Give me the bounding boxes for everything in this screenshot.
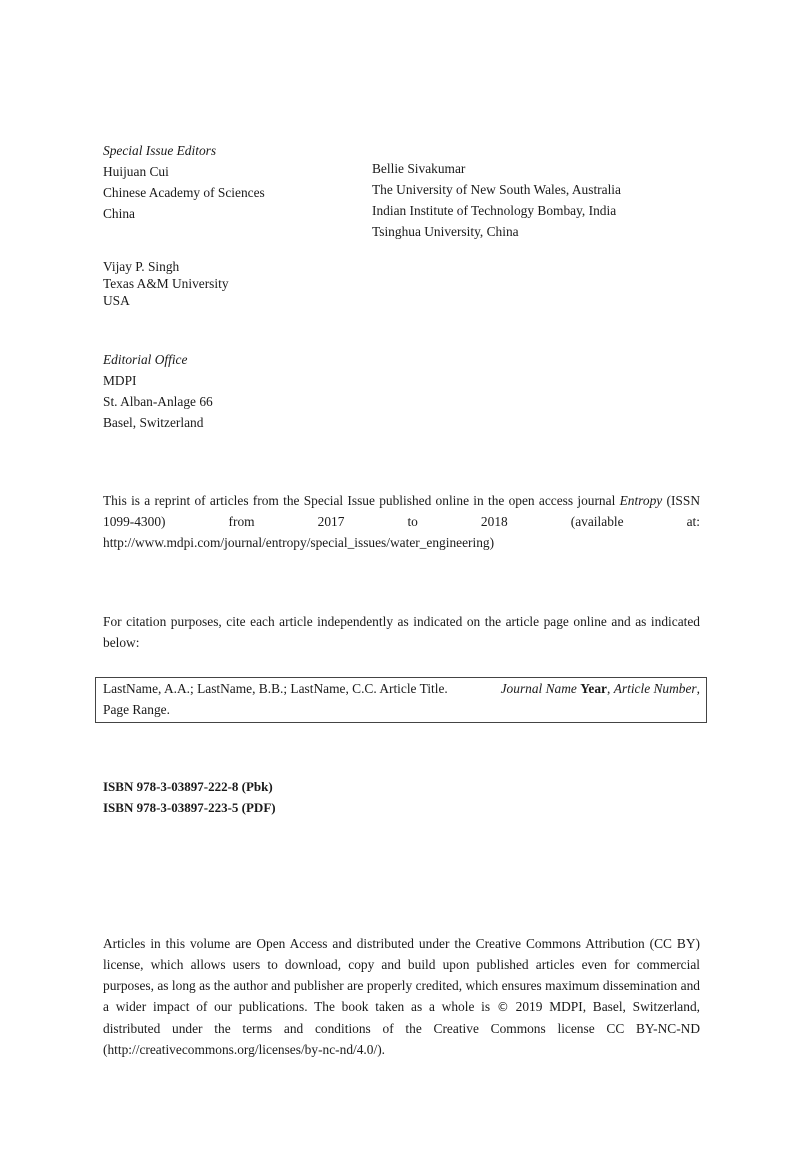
citation-box xyxy=(95,677,707,723)
isbn-pdf: ISBN 978-3-03897-223-5 (PDF) xyxy=(103,800,276,815)
citation-article-number: Article Number xyxy=(613,681,697,696)
license-paragraph xyxy=(103,933,700,1060)
reprint-paragraph xyxy=(103,490,700,553)
editor-sivakumar-affiliation-3: Tsinghua University, China xyxy=(372,224,519,239)
editors-heading: Special Issue Editors xyxy=(103,143,217,158)
editor-sivakumar-affiliation-1: The University of New South Wales, Australia xyxy=(372,182,621,197)
citation-line-1 xyxy=(103,678,700,699)
editorial-office-heading: Editorial Office xyxy=(103,352,188,367)
citation-journal-name: Journal Name xyxy=(500,681,577,696)
reprint-text-before: This is a reprint of articles from the Special Issue published online in the open access journal xyxy=(103,493,620,508)
copyright-icon: © xyxy=(496,1000,509,1014)
isbn-block xyxy=(103,776,276,818)
license-text-part2: 2019 MDPI, Basel, Switzerland, distributed under the terms and conditions of the Creative Commons license CC BY-NC-ND (http://creativecommons.org/licenses/by-nc-nd/4.0/). xyxy=(103,999,700,1057)
reprint-journal: Entropy xyxy=(619,493,663,508)
editorial-office-city: Basel, Switzerland xyxy=(103,415,204,430)
citation-intro: For citation purposes, cite each article independently as indicated on the article page online and as indicated below: xyxy=(103,614,700,650)
editorial-office-block xyxy=(103,349,213,433)
reprint-text-after: (ISSN 1099-4300) from 2017 to 2018 (available at: http://www.mdpi.com/journal/entropy/special_issues/water_engineering) xyxy=(103,493,700,550)
editor-sivakumar-affiliation-2: Indian Institute of Technology Bombay, India xyxy=(372,203,617,218)
editorial-office-name: MDPI xyxy=(103,373,137,388)
editor-cui-affiliation: Chinese Academy of Sciences xyxy=(103,185,265,200)
isbn-pbk: ISBN 978-3-03897-222-8 (Pbk) xyxy=(103,779,273,794)
editorial-office-street: St. Alban-Anlage 66 xyxy=(103,394,213,409)
citation-authors-title: LastName, A.A.; LastName, B.B.; LastName, C.C. Article Title. xyxy=(103,681,448,696)
editor-sivakumar-block xyxy=(372,158,621,242)
editor-cui-name: Huijuan Cui xyxy=(103,164,169,179)
editor-singh-country: USA xyxy=(103,293,130,308)
editor-singh-block xyxy=(103,258,229,309)
license-text-part1: Articles in this volume are Open Access and distributed under the Creative Commons Attribution (CC BY) license, which allows users to download, copy and build upon published articles even for commercial purposes, as long as the author and publisher are properly credited, which ensures maximum dissemination and a wider impact of our publications. The book taken as a whole is xyxy=(103,936,700,1014)
citation-page-range: Page Range. xyxy=(103,702,170,717)
citation-journal-line: Journal Name Year, Article Number, xyxy=(500,681,700,696)
citation-year: Year xyxy=(580,681,607,696)
editor-cui-country: China xyxy=(103,206,135,221)
editor-cui-block xyxy=(103,161,265,224)
editor-singh-name: Vijay P. Singh xyxy=(103,259,180,274)
editor-sivakumar-name: Bellie Sivakumar xyxy=(372,161,466,176)
editor-singh-affiliation: Texas A&M University xyxy=(103,276,229,291)
